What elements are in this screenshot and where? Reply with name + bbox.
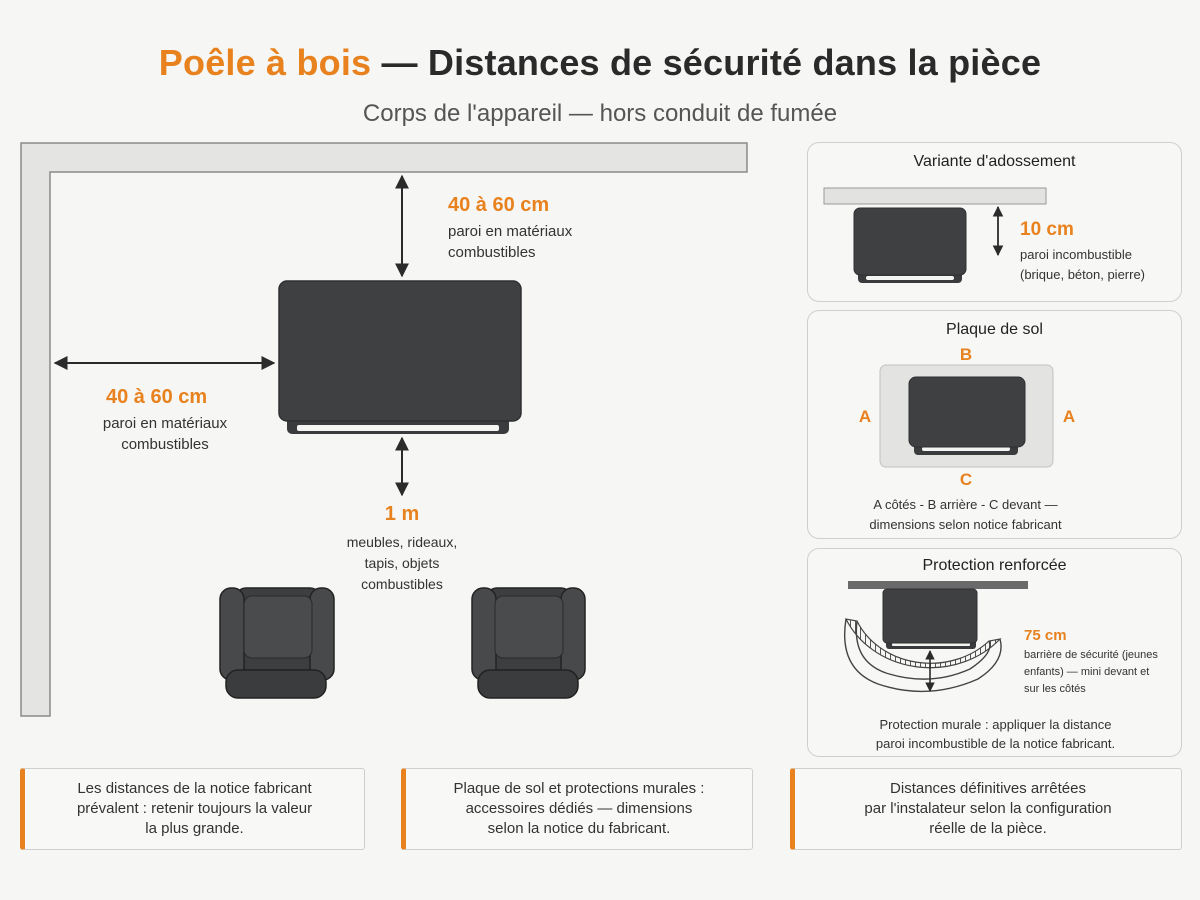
plaque-label-front: C [959,470,973,489]
top-distance-desc-2: combustibles [448,244,536,261]
top-distance-value: 40 à 60 cm [448,194,550,216]
front-distance-desc-3: combustibles [361,576,443,592]
adossement-value: 10 cm [1020,219,1074,240]
protection-caption-2: paroi incombustible de la notice fabricant. [875,736,1116,751]
panel-adossement [807,142,1182,302]
adossement-label [1020,219,1180,285]
note-3-line-2: par l'instalateur selon la configuration [864,800,1112,817]
plaque-caption-2: dimensions selon notice fabricant [869,517,1062,532]
note-accessories [401,768,753,850]
note-1-line-3: la plus grande. [145,820,244,837]
stove [279,281,521,434]
panel-adossement-title: Variante d'adossement [913,153,1076,170]
panel-protection-title: Protection renforcée [922,557,1067,574]
armchair-left [220,588,334,698]
plaque-caption [808,495,1123,535]
panel-plaque-title: Plaque de sol [946,321,1043,338]
protection-desc-2: enfants) — mini devant et [1024,666,1150,678]
note-2-line-1: Plaque de sol et protections murales : [453,780,705,797]
protection-caption [808,715,1183,753]
left-distance-value: 40 à 60 cm [106,386,208,408]
plaque-caption-1: A côtés - B arrière - C devant — [873,497,1058,512]
protection-caption-1: Protection murale : appliquer la distance [879,717,1112,732]
top-distance-desc-1: paroi en matériaux [448,223,573,240]
protection-value: 75 cm [1024,627,1067,644]
front-distance-desc-1: meubles, rideaux, [346,534,458,550]
note-1-line-1: Les distances de la notice fabricant [77,780,312,797]
left-distance-desc-1: paroi en matériaux [102,415,228,432]
note-2-line-2: accessoires dédiés — dimensions [465,800,693,817]
adossement-desc-1: paroi incombustible [1020,247,1133,262]
note-3-line-1: Distances définitives arrêtées [890,780,1086,797]
left-distance-label [80,386,250,455]
top-distance-label [448,194,668,263]
note-2-line-3: selon la notice du fabricant. [487,820,671,837]
armchair-right [472,588,585,698]
note-installer [790,768,1182,850]
front-distance-desc-2: tapis, objets [364,555,440,571]
panel-protection [807,548,1182,757]
title-rest: — Distances de sécurité dans la pièce [371,42,1042,83]
plaque-label-back: B [959,345,973,364]
note-manufacturer [20,768,365,850]
panel-plaque [807,310,1182,539]
front-distance-label [322,503,482,595]
note-1-line-2: prévalent : retenir toujours la valeur [76,800,313,817]
protection-label [1024,627,1179,698]
protection-desc-1: barrière de sécurité (jeunes [1024,649,1158,661]
title-accent: Poêle à bois [158,42,372,83]
plaque-label-left: A [858,407,872,426]
note-3-line-3: réelle de la pièce. [929,820,1047,837]
protection-desc-3: sur les côtés [1024,683,1086,695]
plaque-label-right: A [1062,407,1076,426]
adossement-desc-2: (brique, béton, pierre) [1020,267,1146,282]
front-distance-value: 1 m [384,503,420,525]
page-subtitle: Corps de l'appareil — hors conduit de fumée [362,100,838,127]
left-distance-desc-2: combustibles [121,436,209,453]
